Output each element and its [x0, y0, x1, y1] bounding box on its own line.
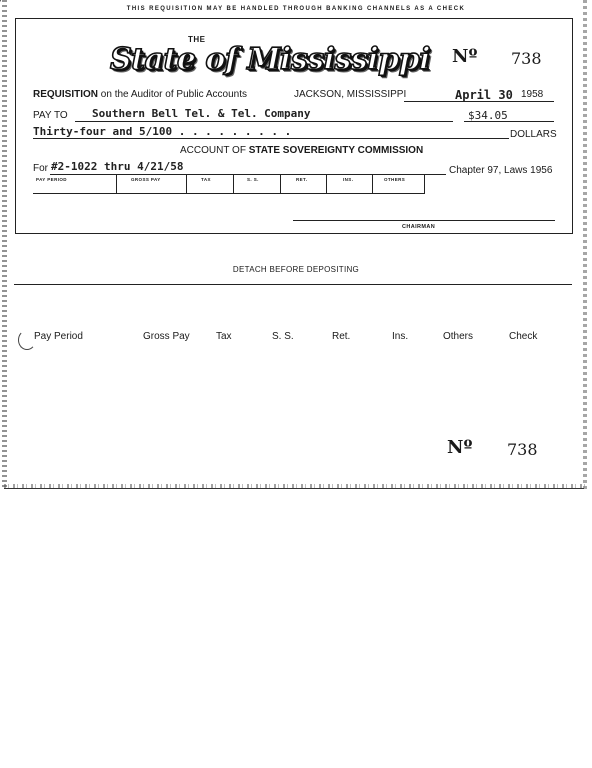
requisition-date: April 30	[455, 88, 513, 102]
column-divider	[424, 175, 425, 193]
stub-col-pay-period: Pay Period	[34, 331, 83, 342]
check-number: 738	[511, 49, 542, 68]
requisition-line	[33, 89, 247, 100]
payee-rule	[75, 121, 453, 122]
amount-words-rule	[33, 138, 509, 139]
check-col-others: OTHERS	[384, 177, 406, 182]
scanned-right-edge	[583, 0, 587, 490]
state-of-mississippi-title: State of Mississippi	[110, 42, 431, 77]
requisition-text: on the Auditor of Public Accounts	[100, 89, 248, 100]
scanned-left-edge	[2, 0, 7, 490]
stub-number: 738	[507, 440, 538, 459]
account-label: ACCOUNT OF	[180, 145, 246, 156]
stub-bottom-rule	[4, 488, 584, 489]
amount-in-words: Thirty-four and 5/100 . . . . . . . . .	[33, 125, 292, 138]
columns-bottom-rule	[33, 193, 425, 194]
seal-the: THE	[188, 35, 206, 44]
chapter-reference: Chapter 97, Laws 1956	[449, 165, 553, 176]
account-name: STATE SOVEREIGNTY COMMISSION	[248, 145, 424, 156]
check-col-tax: TAX	[201, 177, 211, 182]
column-divider	[326, 175, 327, 193]
payee-name: Southern Bell Tel. & Tel. Company	[92, 107, 311, 120]
check-col-ins: INS.	[343, 177, 354, 182]
banking-channels-note: THIS REQUISITION MAY BE HANDLED THROUGH BANKING CHANNELS AS A CHECK	[126, 6, 466, 12]
column-divider	[372, 175, 373, 193]
check-number-label: Nº	[452, 46, 478, 67]
column-divider	[116, 175, 117, 193]
check-col-pay-period: PAY PERIOD	[36, 177, 67, 182]
requisition-label: REQUISITION	[33, 89, 99, 100]
check-col-ret: RET.	[296, 177, 308, 182]
stub-col-ret: Ret.	[332, 331, 351, 342]
detach-rule	[14, 284, 572, 285]
stub-col-ss: S. S.	[272, 331, 294, 342]
stub-col-tax: Tax	[216, 331, 232, 342]
detach-note: DETACH BEFORE DEPOSITING	[232, 265, 360, 274]
column-divider	[233, 175, 234, 193]
purpose-rule	[50, 174, 446, 175]
stub-col-check: Check	[509, 331, 538, 342]
dollars-label: DOLLARS	[510, 129, 557, 140]
check-col-gross-pay: GROSS PAY	[131, 177, 161, 182]
column-divider	[280, 175, 281, 193]
signature-rule	[293, 220, 555, 221]
requisition-place: JACKSON, MISSISSIPPI	[294, 89, 407, 100]
check-col-ss: S. S.	[247, 177, 259, 182]
stub-col-gross-pay: Gross Pay	[143, 331, 190, 342]
stub-col-ins: Ins.	[392, 331, 409, 342]
chairman-label: CHAIRMAN	[402, 224, 436, 230]
column-divider	[186, 175, 187, 193]
requisition-year: 1958	[521, 89, 544, 100]
stub-col-others: Others	[443, 331, 474, 342]
for-label: For	[33, 163, 48, 174]
payee-amount: $34.05	[468, 109, 508, 122]
stub-number-label: Nº	[447, 437, 473, 458]
account-line	[180, 145, 423, 156]
purpose-text: #2-1022 thru 4/21/58	[51, 160, 184, 173]
pay-to-label: PAY TO	[33, 110, 68, 121]
